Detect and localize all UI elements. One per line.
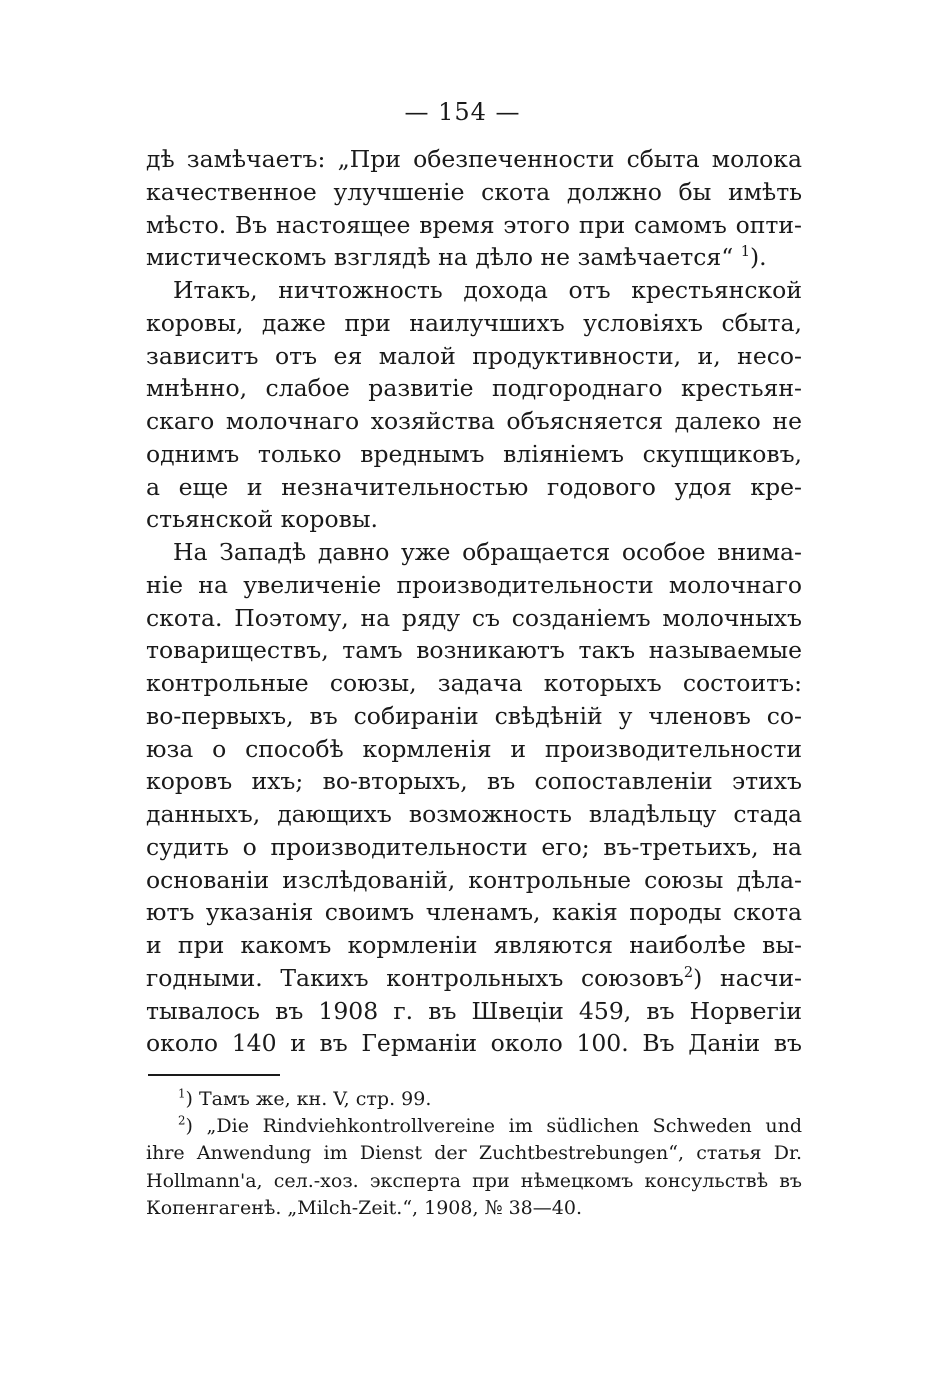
footnote-text: ) „Die Rindviehkontrollvereine im südlichen Schweden und xyxy=(185,1115,802,1138)
text-line: коровы, даже при наилучшихъ условіяхъ сбыта, xyxy=(146,308,802,337)
footnote-mark-2: 2 xyxy=(178,1113,186,1128)
text-line: а еще и незначительностью годового удоя кре- xyxy=(146,472,802,501)
text-line: ніе на увеличеніе производительности молочнаго xyxy=(146,570,802,599)
footnote-1 xyxy=(146,1086,802,1113)
text-line: и при какомъ кормленіи являются наиболѣе вы- xyxy=(146,931,802,959)
text-line: во-первыхъ, въ собираніи свѣдѣній у членовъ со- xyxy=(146,701,802,730)
footnote-line: Hollmann'a, сел.-хоз. эксперта при нѣмецкомъ консульствѣ въ xyxy=(146,1169,802,1192)
text-line: скота. Поэтому, на ряду съ созданіемъ молочныхъ xyxy=(146,603,802,632)
text-line: юза о способѣ кормленія и производительности xyxy=(146,734,802,763)
line-tail: ). xyxy=(750,243,767,272)
text-line: основаніи изслѣдованій, контрольные союзы дѣла- xyxy=(146,865,802,894)
text-line: мнѣнно, слабое развитіе подгороднаго крестьян- xyxy=(146,374,802,403)
line-text-end: насчи- xyxy=(720,963,802,992)
text-line: ютъ указанія своимъ членамъ, какія породы скота xyxy=(146,898,802,927)
text-line: На Западѣ давно уже обращается особое внима- xyxy=(173,538,802,566)
footnote-mark-1: 1 xyxy=(178,1086,186,1101)
footnote-line: ihre Anwendung im Dienst der Zuchtbestrebungen“, статья Dr. xyxy=(146,1142,802,1165)
text-line: зависитъ отъ ея малой продуктивности, и, несо- xyxy=(146,341,802,370)
text-line: товариществъ, тамъ возникаютъ такъ называемые xyxy=(146,636,802,665)
line-tail: ) xyxy=(693,963,703,992)
text-line: мѣсто. Въ настоящее время этого при самомъ опти- xyxy=(146,210,802,239)
footnote-ref-2: 2 xyxy=(683,963,694,981)
footnote-line: Копенгагенѣ. „Milch-Zeit.“, 1908, № 38—40. xyxy=(146,1196,582,1219)
text-line: тывалось въ 1908 г. въ Швеціи 459, въ Норвегіи xyxy=(146,996,802,1025)
text-line: данныхъ, дающихъ возможность владѣльцу стада xyxy=(146,800,802,828)
footnote-divider xyxy=(148,1074,280,1076)
text-line: качественное улучшеніе скота должно бы имѣть xyxy=(146,177,802,206)
text-line: коровъ ихъ; во-вторыхъ, въ сопоставленіи этихъ xyxy=(146,767,802,796)
text-line: контрольные союзы, задача которыхъ состоитъ: xyxy=(146,669,802,697)
main-text xyxy=(146,143,802,1060)
text-line: Итакъ, ничтожность дохода отъ крестьянской xyxy=(173,276,802,304)
footnote-text: ) Тамъ же, кн. V, стр. 99. xyxy=(185,1088,432,1110)
footnote-2 xyxy=(146,1113,802,1140)
text-line: скаго молочнаго хозяйства объясняется далеко не xyxy=(146,407,802,435)
footnotes xyxy=(146,1086,802,1222)
line-text: годными. Такихъ контрольныхъ союзовъ xyxy=(146,963,684,992)
text-line: около 140 и въ Германіи около 100. Въ Даніи въ xyxy=(146,1029,802,1058)
text-line: однимъ только вреднымъ вліяніемъ скупщиковъ, xyxy=(146,439,802,468)
line-text: мистическомъ взглядѣ на дѣло не замѣчается“ xyxy=(146,243,734,272)
text-line xyxy=(146,962,802,995)
page-number: — 154 — xyxy=(404,98,521,126)
footnote-ref-1: 1 xyxy=(740,243,750,261)
text-line: судить о производительности его; въ-третьихъ, на xyxy=(146,832,802,861)
text-line xyxy=(146,241,802,274)
text-line: стьянской коровы. xyxy=(146,505,379,534)
text-line: дѣ замѣчаетъ: „При обезпеченности сбыта молока xyxy=(146,145,802,173)
